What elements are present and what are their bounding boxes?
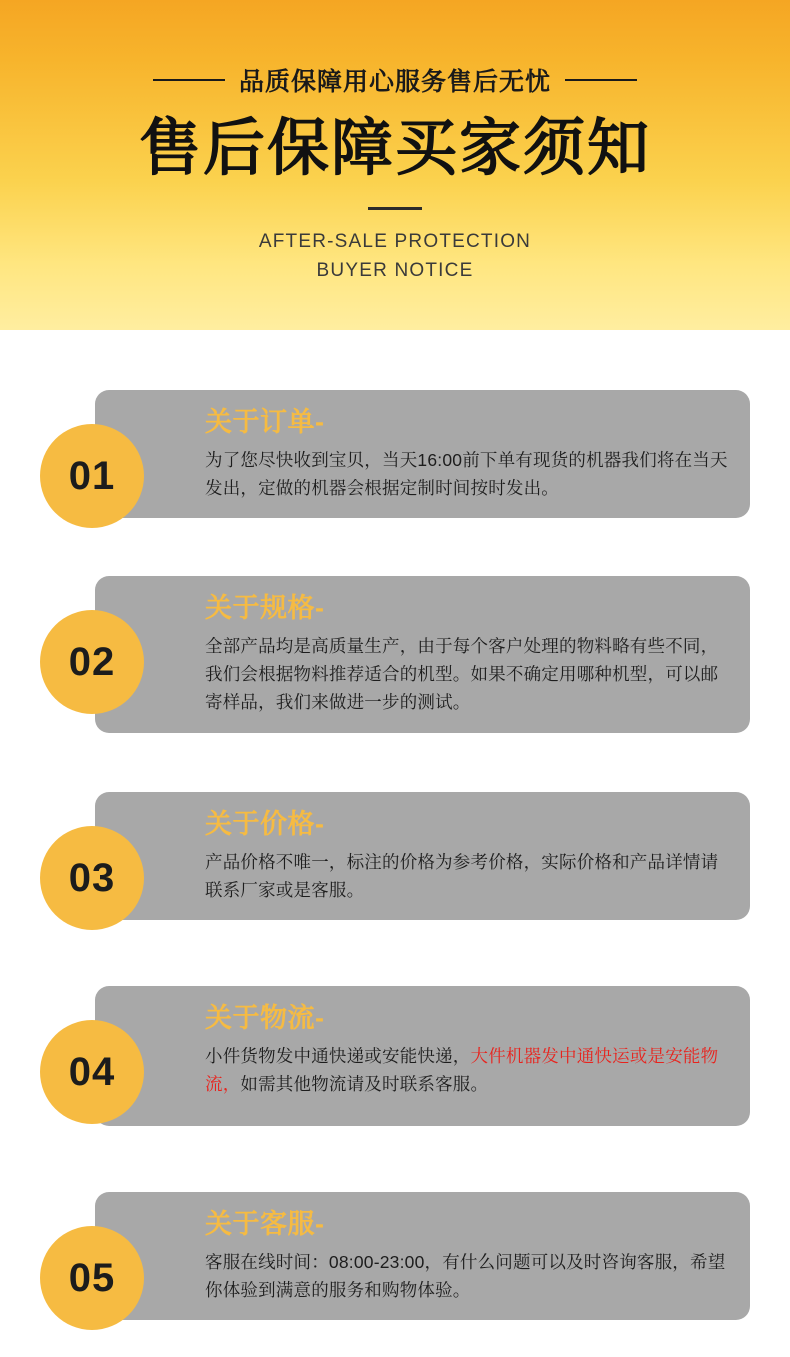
notice-card: [95, 1192, 750, 1320]
notice-title: 关于订单-: [205, 407, 325, 437]
notice-desc-highlight: 大件机器发中通快运或是安能物流，: [205, 1045, 719, 1095]
notice-card: [95, 576, 750, 733]
header-english: [259, 228, 531, 285]
notice-card: [95, 986, 750, 1126]
header-english-line-1: AFTER-SALE PROTECTION: [258, 231, 532, 253]
notice-item: [40, 1192, 750, 1342]
notice-title: 关于物流-: [205, 1003, 325, 1033]
notice-desc-text: 产品价格不唯一，标注的价格为参考价格，实际价格和产品详情请联系厂家或是客服。: [205, 851, 719, 901]
notice-card: [95, 792, 750, 920]
notice-item: [40, 792, 750, 950]
notice-item: [40, 390, 750, 540]
notice-desc: [205, 632, 728, 717]
notice-item: [40, 986, 750, 1156]
header-subtitle: 品质保障用心服务售后无忧: [238, 68, 551, 96]
notice-desc-text: 如需其他物流请及时联系客服。: [240, 1074, 489, 1095]
notice-title: 关于客服-: [205, 1209, 325, 1239]
notice-number-badge: 05: [40, 1226, 144, 1330]
notice-card: [95, 390, 750, 518]
notice-desc: [205, 446, 728, 503]
notice-desc-text: 客服在线时间：08:00-23:00，有什么问题可以及时咨询客服，希望你体验到满意的服务和购物体验。: [205, 1251, 726, 1301]
notice-desc-text: 为了您尽快收到宝贝，当天16:00前下单有现货的机器我们将在当天发出，定做的机器会根据定制时间按时发出。: [205, 449, 728, 499]
header-rule-left: [153, 79, 225, 81]
notice-number-badge: 03: [40, 826, 144, 930]
notice-desc-text: 小件货物发中通快递或安能快递，: [205, 1045, 471, 1066]
header-rule-right: [565, 79, 637, 81]
notice-item: [40, 576, 750, 756]
notice-number-badge: 04: [40, 1020, 144, 1124]
header-divider: [368, 207, 422, 210]
header-subtitle-row: [0, 62, 790, 98]
page-title: 售后保障买家须知: [138, 114, 651, 183]
notice-desc: [205, 848, 728, 905]
notice-number-badge: 02: [40, 610, 144, 714]
header-english-line-2: BUYER NOTICE: [316, 259, 474, 281]
notice-desc-text: 全部产品均是高质量生产，由于每个客户处理的物料略有些不同，我们会根据物料推荐适合的机型。如果不确定用哪种机型，可以邮寄样品，我们来做进一步的测试。: [205, 635, 719, 713]
page-header: [0, 0, 790, 330]
notice-desc: [205, 1042, 728, 1099]
notice-number-badge: 01: [40, 424, 144, 528]
notice-title: 关于规格-: [205, 593, 325, 623]
notice-list: [0, 330, 790, 1342]
notice-title: 关于价格-: [205, 809, 325, 839]
notice-desc: [205, 1248, 728, 1305]
